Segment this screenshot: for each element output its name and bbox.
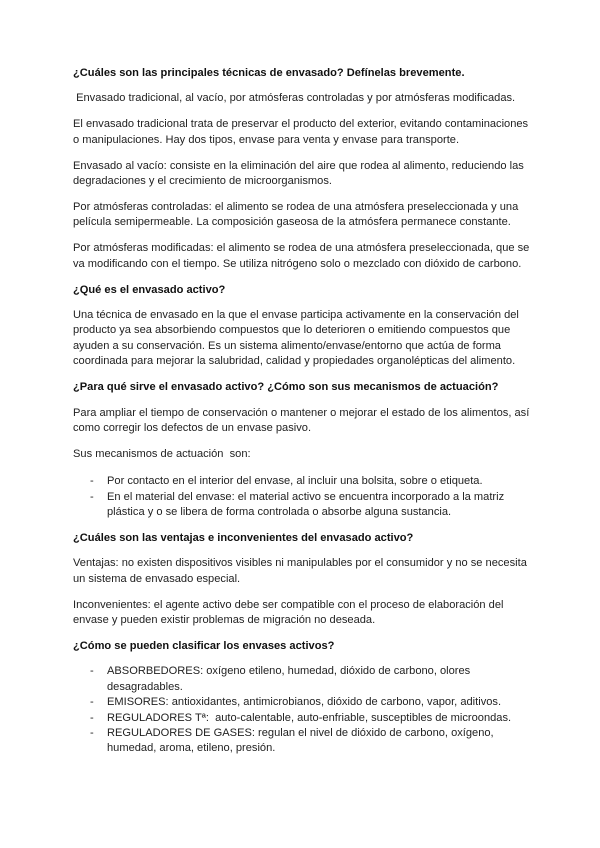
paragraph: Envasado al vacío: consiste en la eliminación del aire que rodea al alimento, reduciendo las degradaciones y el crecimiento de microorganismos. [73, 159, 524, 188]
question-heading: ¿Cuáles son las principales técnicas de envasado? Defínelas brevemente. [73, 67, 465, 79]
classification-list [73, 664, 530, 756]
list-item: - ABSORBEDORES: oxígeno etileno, humedad, dióxido de carbono, olores desagradables. [73, 664, 530, 695]
list-item: - REGULADORES DE GASES: regulan el nivel de dióxido de carbono, oxígeno, humedad, aroma, etileno, presión. [73, 726, 530, 757]
paragraph: Por atmósferas modificadas: el alimento se rodea de una atmósfera preseleccionada, que se va modificando con el tiempo. Se utiliza nitrógeno solo o mezclado con dióxido de carbono. [73, 242, 530, 270]
paragraph: El envasado tradicional trata de preservar el producto del exterior, evitando contaminaciones o manipulaciones. Hay dos tipos, envase para venta y envase para transporte. [73, 118, 529, 146]
paragraph: Sus mecanismos de actuación son: [73, 447, 251, 460]
paragraph: Envasado tradicional, al vacío, por atmósferas controladas y por atmósferas modificadas. [73, 92, 516, 105]
question-heading: ¿Para qué sirve el envasado activo? ¿Cómo son sus mecanismos de actuación? [73, 381, 499, 394]
list-item: - REGULADORES Tª: auto-calentable, auto-enfriable, susceptibles de microondas. [73, 711, 530, 726]
paragraph: Ventajas: no existen dispositivos visibles ni manipulables por el consumidor y no se necesita un sistema de envasado especial. [73, 557, 527, 585]
mechanisms-list [73, 474, 530, 520]
list-item: - Por contacto en el interior del envase, al incluir una bolsita, sobre o etiqueta. [73, 474, 530, 489]
paragraph: Por atmósferas controladas: el alimento se rodea de una atmósfera preseleccionada y una película semipermeable. La composición gaseosa de la atmósfera permanece constante. [73, 200, 519, 229]
question-heading: ¿Cómo se pueden clasificar los envases activos? [73, 639, 335, 652]
list-item: - En el material del envase: el material activo se encuentra incorporado a la matriz plástica y o se libera de forma controlada o absorbe alguna sustancia. [73, 490, 530, 521]
question-heading: ¿Cuáles son las ventajas e inconvenientes del envasado activo? [73, 531, 414, 544]
question-heading: ¿Qué es el envasado activo? [73, 283, 226, 296]
paragraph: Una técnica de envasado en la que el envase participa activamente en la conservación del producto ya sea absorbiendo compuestos que lo deterioren o emitiendo compuestos que ayuden a su conservación. Es un sistema alimento/envase/entorno que actúa de forma coordinada para mejorar la salubridad, calidad y propiedades organolépticas del alimento. [73, 308, 519, 368]
paragraph: Inconvenientes: el agente activo debe ser compatible con el proceso de elaboración del envase y pueden existir problemas de migración no deseada. [73, 598, 504, 627]
paragraph: Para ampliar el tiempo de conservación o mantener o mejorar el estado de los alimentos, así como corregir los defectos de un envase pasivo. [73, 406, 530, 434]
list-item: - EMISORES: antioxidantes, antimicrobianos, dióxido de carbono, vapor, aditivos. [73, 695, 530, 710]
